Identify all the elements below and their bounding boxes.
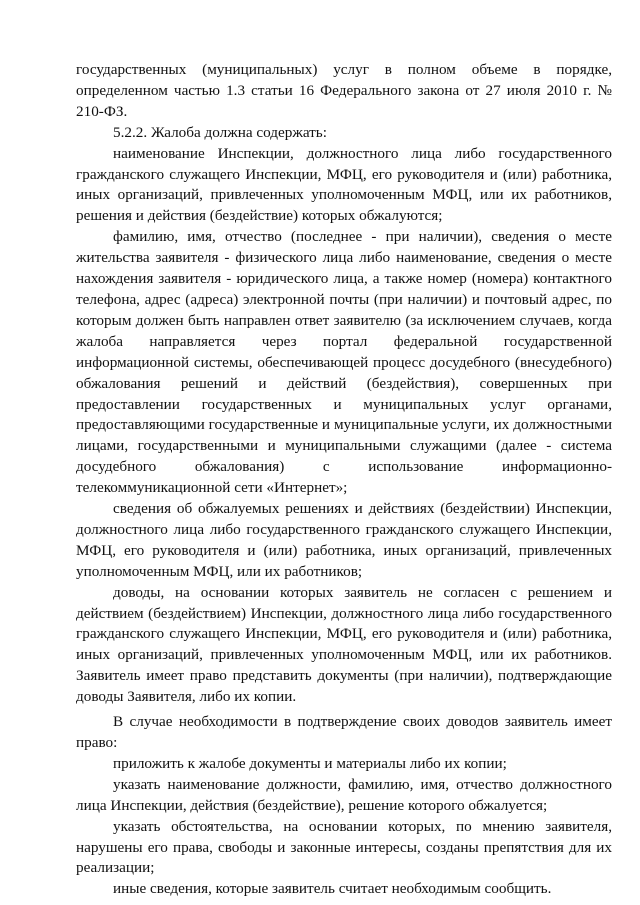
paragraph-right-attach: приложить к жалобе документы и материалы либо их копии; — [113, 754, 507, 772]
paragraph-item-applicant: фамилию, имя, отчество (последнее - при наличии), сведения о месте жительства заявителя - физического лица либо наименование, сведения о месте нахождения заявителя - юридического лица, а также номер (номера) контактного телефона, адрес (адреса) электронной почты (при наличии) и почтовый адрес, по которым должен быть направлен ответ заявителю (за исключением случаев, когда жалоба направляется через портал федеральной государственной информационной системы, обеспечивающей процесс досудебного (внесудебного) обжалования решений и действий (бездействия), совершенных при предоставлении государственных и муниципальных услуг органами, предоставляющими государственные и муниципальные услуги, их должностными лицами, государственными и муниципальными служащими (далее - система досудебного обжалования) с использование информационно-телекоммуникационной сети «Интернет»; — [76, 228, 612, 497]
paragraph-item-decisions: сведения об обжалуемых решениях и действиях (бездействии) Инспекции, должностного лица либо государственного гражданского служащего Инспекции, МФЦ, его руководителя и (или) работника, иных организаций, привлеченных уполномоченным МФЦ, или их работников; — [76, 500, 612, 580]
paragraph-item-name: наименование Инспекции, должностного лица либо государственного гражданского служащего Инспекции, МФЦ, его руководителя и (или) работника, иных организаций, привлеченных уполномоченным МФЦ, или их работников, решения и действия (бездействие) которых обжалуются; — [76, 144, 612, 225]
document-page — [76, 60, 612, 900]
paragraph-right-circumstances: указать обстоятельства, на основании которых, по мнению заявителя, нарушены его права, свободы и законные интересы, созданы препятствия для их реализации; — [76, 817, 612, 877]
paragraph-continuation: государственных (муниципальных) услуг в полном объеме в порядке, определенном частью 1.3 статьи 16 Федерального закона от 27 июля 2010 г. № 210-ФЗ. — [76, 61, 612, 120]
paragraph-item-arguments: доводы, на основании которых заявитель не согласен с решением и действием (бездействием) Инспекции, должностного лица либо государственного гражданского служащего Инспекции, МФЦ, его руководителя и (или) работника, иных организаций, привлеченных уполномоченным МФЦ, или их работников. Заявитель имеет право представить документы (при наличии), подтверждающие доводы Заявителя, либо их копии. — [76, 583, 612, 706]
section-heading-5-2-2: 5.2.2. Жалоба должна содержать: — [113, 123, 327, 141]
paragraph-right-other: иные сведения, которые заявитель считает необходимым сообщить. — [113, 880, 552, 898]
paragraph-right-position: указать наименование должности, фамилию, имя, отчество должностного лица Инспекции, действия (бездействие), решение которого обжалуется; — [76, 775, 612, 814]
paragraph-right-intro: В случае необходимости в подтверждение своих доводов заявитель имеет право: — [76, 713, 612, 751]
